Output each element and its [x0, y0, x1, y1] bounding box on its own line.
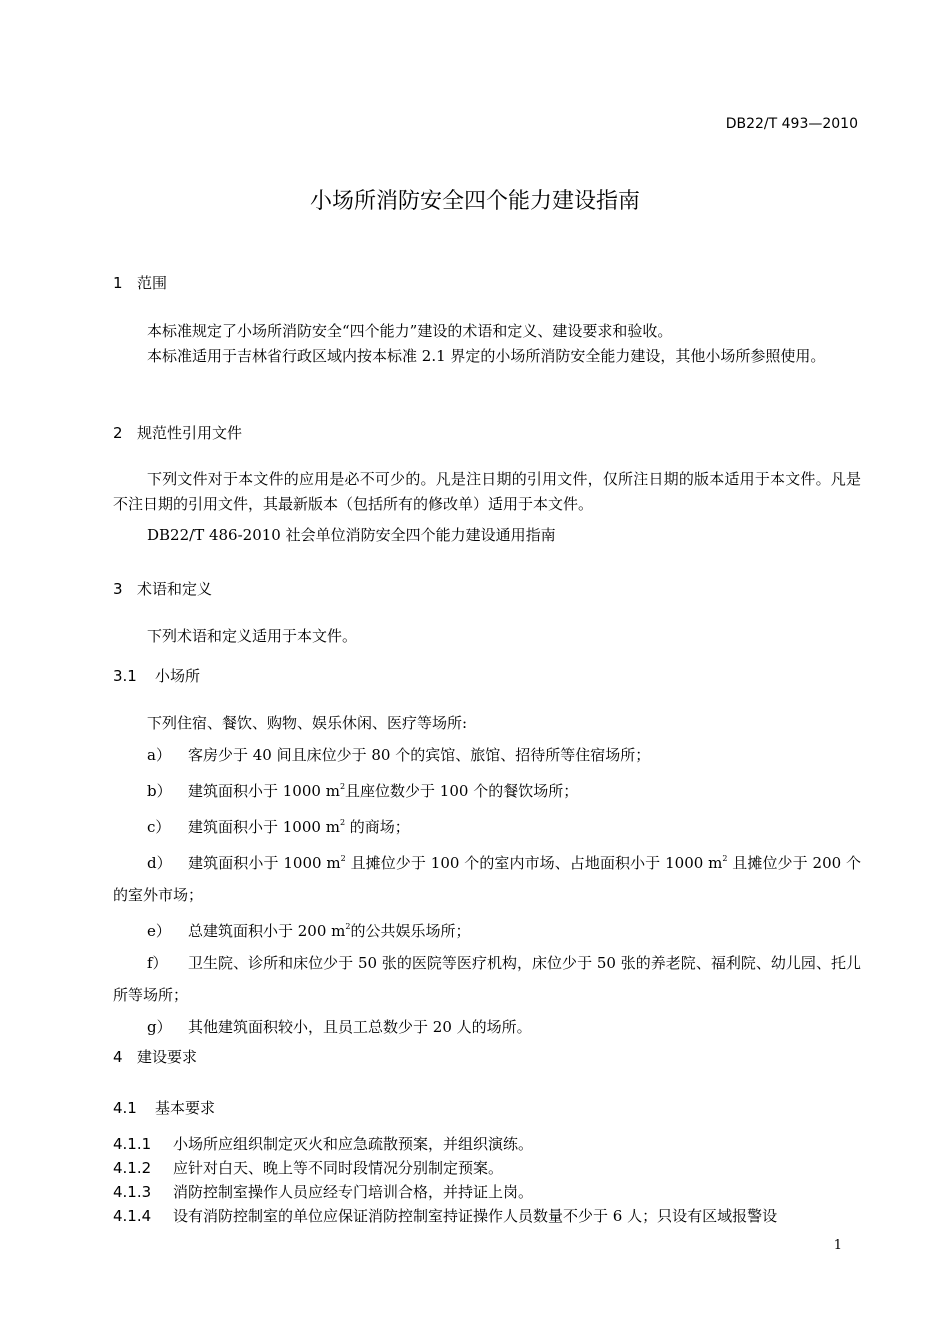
- subsection-title: 小场所: [155, 667, 201, 685]
- paragraph: 本标准适用于吉林省行政区域内按本标准 2.1 界定的小场所消防安全能力建设，其他小场所参照使用。: [147, 347, 826, 365]
- paragraph: 本标准规定了小场所消防安全“四个能力”建设的术语和定义、建设要求和验收。: [147, 322, 673, 340]
- subsection-title: 基本要求: [155, 1099, 216, 1117]
- subsection-number: 4.1: [113, 1099, 137, 1117]
- section-number: 4: [113, 1048, 123, 1066]
- list-item: f） 卫生院、诊所和床位少于 50 张的医院等医疗机构，床位少于 50 张的养老院、福利院、幼儿园、托儿所等场所；: [113, 954, 861, 1004]
- page-number: 1: [833, 1238, 842, 1253]
- section-title: 术语和定义: [137, 580, 213, 598]
- section-3-heading: [113, 578, 212, 599]
- clause: 4.1.4 设有消防控制室的单位应保证消防控制室持证操作人员数量不少于 6 人；只设有区域报警设: [113, 1207, 778, 1225]
- section-title: 建设要求: [137, 1048, 198, 1066]
- clause: 4.1.1 小场所应组织制定灭火和应急疏散预案，并组织演练。: [113, 1135, 534, 1153]
- section-number: 3: [113, 580, 123, 598]
- subsection-4-1-heading: [113, 1097, 215, 1118]
- list-intro: 下列住宿、餐饮、购物、娱乐休闲、医疗等场所:: [147, 714, 468, 732]
- standard-code: DB22/T 493—2010: [725, 116, 858, 132]
- section-1-heading: [113, 272, 167, 293]
- term-definition-list: [113, 707, 861, 1043]
- clause-list: [113, 1132, 861, 1228]
- list-item: d） 建筑面积小于 1000 $m^2$ 且摊位少于 100 个的室内市场、占地面积小于 1000 $m^2$ 且摊位少于 200 个的室外市场；: [113, 854, 862, 904]
- paragraph: 下列文件对于本文件的应用是必不可少的。凡是注日期的引用文件，仅所注日期的版本适用于本文件。凡是不注日期的引用文件，其最新版本（包括所有的修改单）适用于本文件。: [113, 470, 861, 513]
- list-item: a） 客房少于 40 间且床位少于 80 个的宾馆、旅馆、招待所等住宿场所；: [147, 746, 651, 764]
- section-2-heading: [113, 422, 242, 443]
- section-2-body: [113, 467, 861, 548]
- document-title: 小场所消防安全四个能力建设指南: [309, 189, 640, 214]
- list-item: e） 总建筑面积小于 200 $m^2$的公共娱乐场所；: [147, 922, 471, 940]
- section-number: 1: [113, 274, 123, 292]
- section-title: 规范性引用文件: [137, 424, 243, 442]
- subsection-number: 3.1: [113, 667, 137, 685]
- section-1-body: [113, 319, 861, 369]
- section-3-intro: [113, 624, 861, 649]
- list-item: g） 其他建筑面积较小，且员工总数少于 20 人的场所。: [147, 1018, 532, 1036]
- clause: 4.1.3 消防控制室操作人员应经专门培训合格，并持证上岗。: [113, 1183, 534, 1201]
- normative-reference: DB22/T 486-2010 社会单位消防安全四个能力建设通用指南: [147, 526, 556, 544]
- subsection-3-1-heading: [113, 665, 200, 686]
- section-title: 范围: [137, 274, 168, 292]
- section-4-heading: [113, 1046, 197, 1067]
- paragraph: 下列术语和定义适用于本文件。: [147, 627, 358, 645]
- list-item: b） 建筑面积小于 1000 $m^2$且座位数少于 100 个的餐饮场所；: [147, 782, 579, 800]
- section-number: 2: [113, 424, 123, 442]
- clause: 4.1.2 应针对白天、晚上等不同时段情况分别制定预案。: [113, 1159, 504, 1177]
- list-item: c） 建筑面积小于 1000 $m^2$ 的商场；: [147, 818, 410, 836]
